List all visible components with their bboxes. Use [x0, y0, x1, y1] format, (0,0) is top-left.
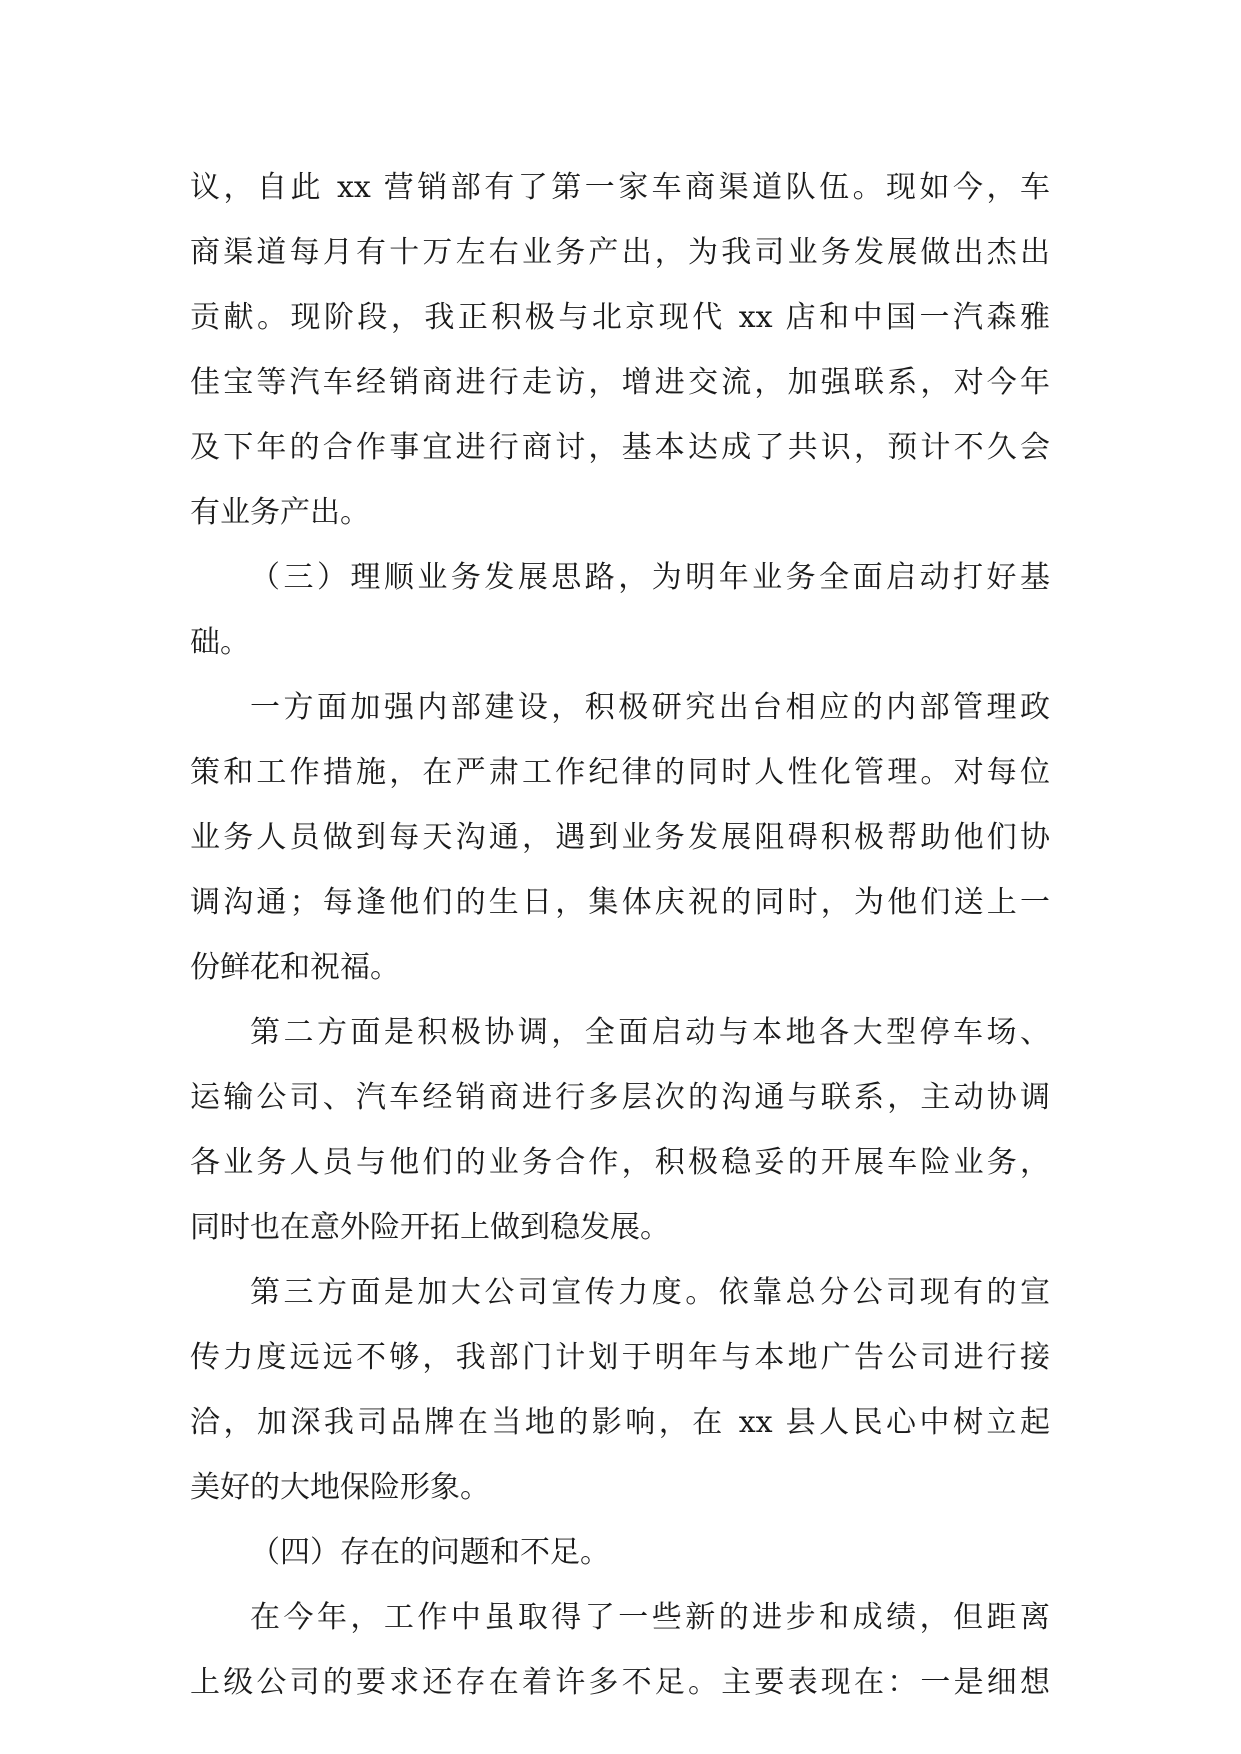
paragraph-start: 第二方面是积极协调，全面启动与本地各大型停车场、 — [250, 1015, 1050, 1050]
text-line: 上级公司的要求还存在着许多不足。主要表现在：一是细想 — [190, 1665, 1050, 1700]
text-line: 商渠道每月有十万左右业务产出，为我司业务发展做出杰出 — [190, 235, 1050, 270]
text-line: 及下年的合作事宜进行商讨，基本达成了共识，预计不久会 — [190, 430, 1050, 465]
text-line: 运输公司、汽车经销商进行多层次的沟通与联系，主动协调 — [190, 1080, 1050, 1115]
section-heading: （四）存在的问题和不足。 — [250, 1535, 610, 1570]
paragraph-start: 一方面加强内部建设，积极研究出台相应的内部管理政 — [250, 690, 1050, 725]
text-line: 议，自此 xx 营销部有了第一家车商渠道队伍。现如今，车 — [190, 170, 1050, 205]
text-line: 础。 — [190, 625, 250, 660]
text-line: 传力度远远不够，我部门计划于明年与本地广告公司进行接 — [190, 1340, 1050, 1375]
section-heading: （三）理顺业务发展思路，为明年业务全面启动打好基 — [250, 560, 1050, 595]
text-line: 份鲜花和祝福。 — [190, 950, 400, 985]
paragraph-start: 在今年，工作中虽取得了一些新的进步和成绩，但距离 — [250, 1600, 1050, 1635]
text-line: 策和工作措施，在严肃工作纪律的同时人性化管理。对每位 — [190, 755, 1050, 790]
text-line: 有业务产出。 — [190, 495, 370, 530]
text-line: 业务人员做到每天沟通，遇到业务发展阻碍积极帮助他们协 — [190, 820, 1050, 855]
text-line: 调沟通；每逢他们的生日，集体庆祝的同时，为他们送上一 — [190, 885, 1050, 920]
document-body — [190, 155, 1050, 1715]
text-line: 美好的大地保险形象。 — [190, 1470, 490, 1505]
text-line: 佳宝等汽车经销商进行走访，增进交流，加强联系，对今年 — [190, 365, 1050, 400]
text-line: 贡献。现阶段，我正积极与北京现代 xx 店和中国一汽森雅 — [190, 300, 1050, 335]
paragraph-start: 第三方面是加大公司宣传力度。依靠总分公司现有的宣 — [250, 1275, 1050, 1310]
text-line: 各业务人员与他们的业务合作，积极稳妥的开展车险业务， — [190, 1145, 1050, 1180]
text-line: 同时也在意外险开拓上做到稳发展。 — [190, 1210, 670, 1245]
text-line: 洽，加深我司品牌在当地的影响，在 xx 县人民心中树立起 — [190, 1405, 1050, 1440]
